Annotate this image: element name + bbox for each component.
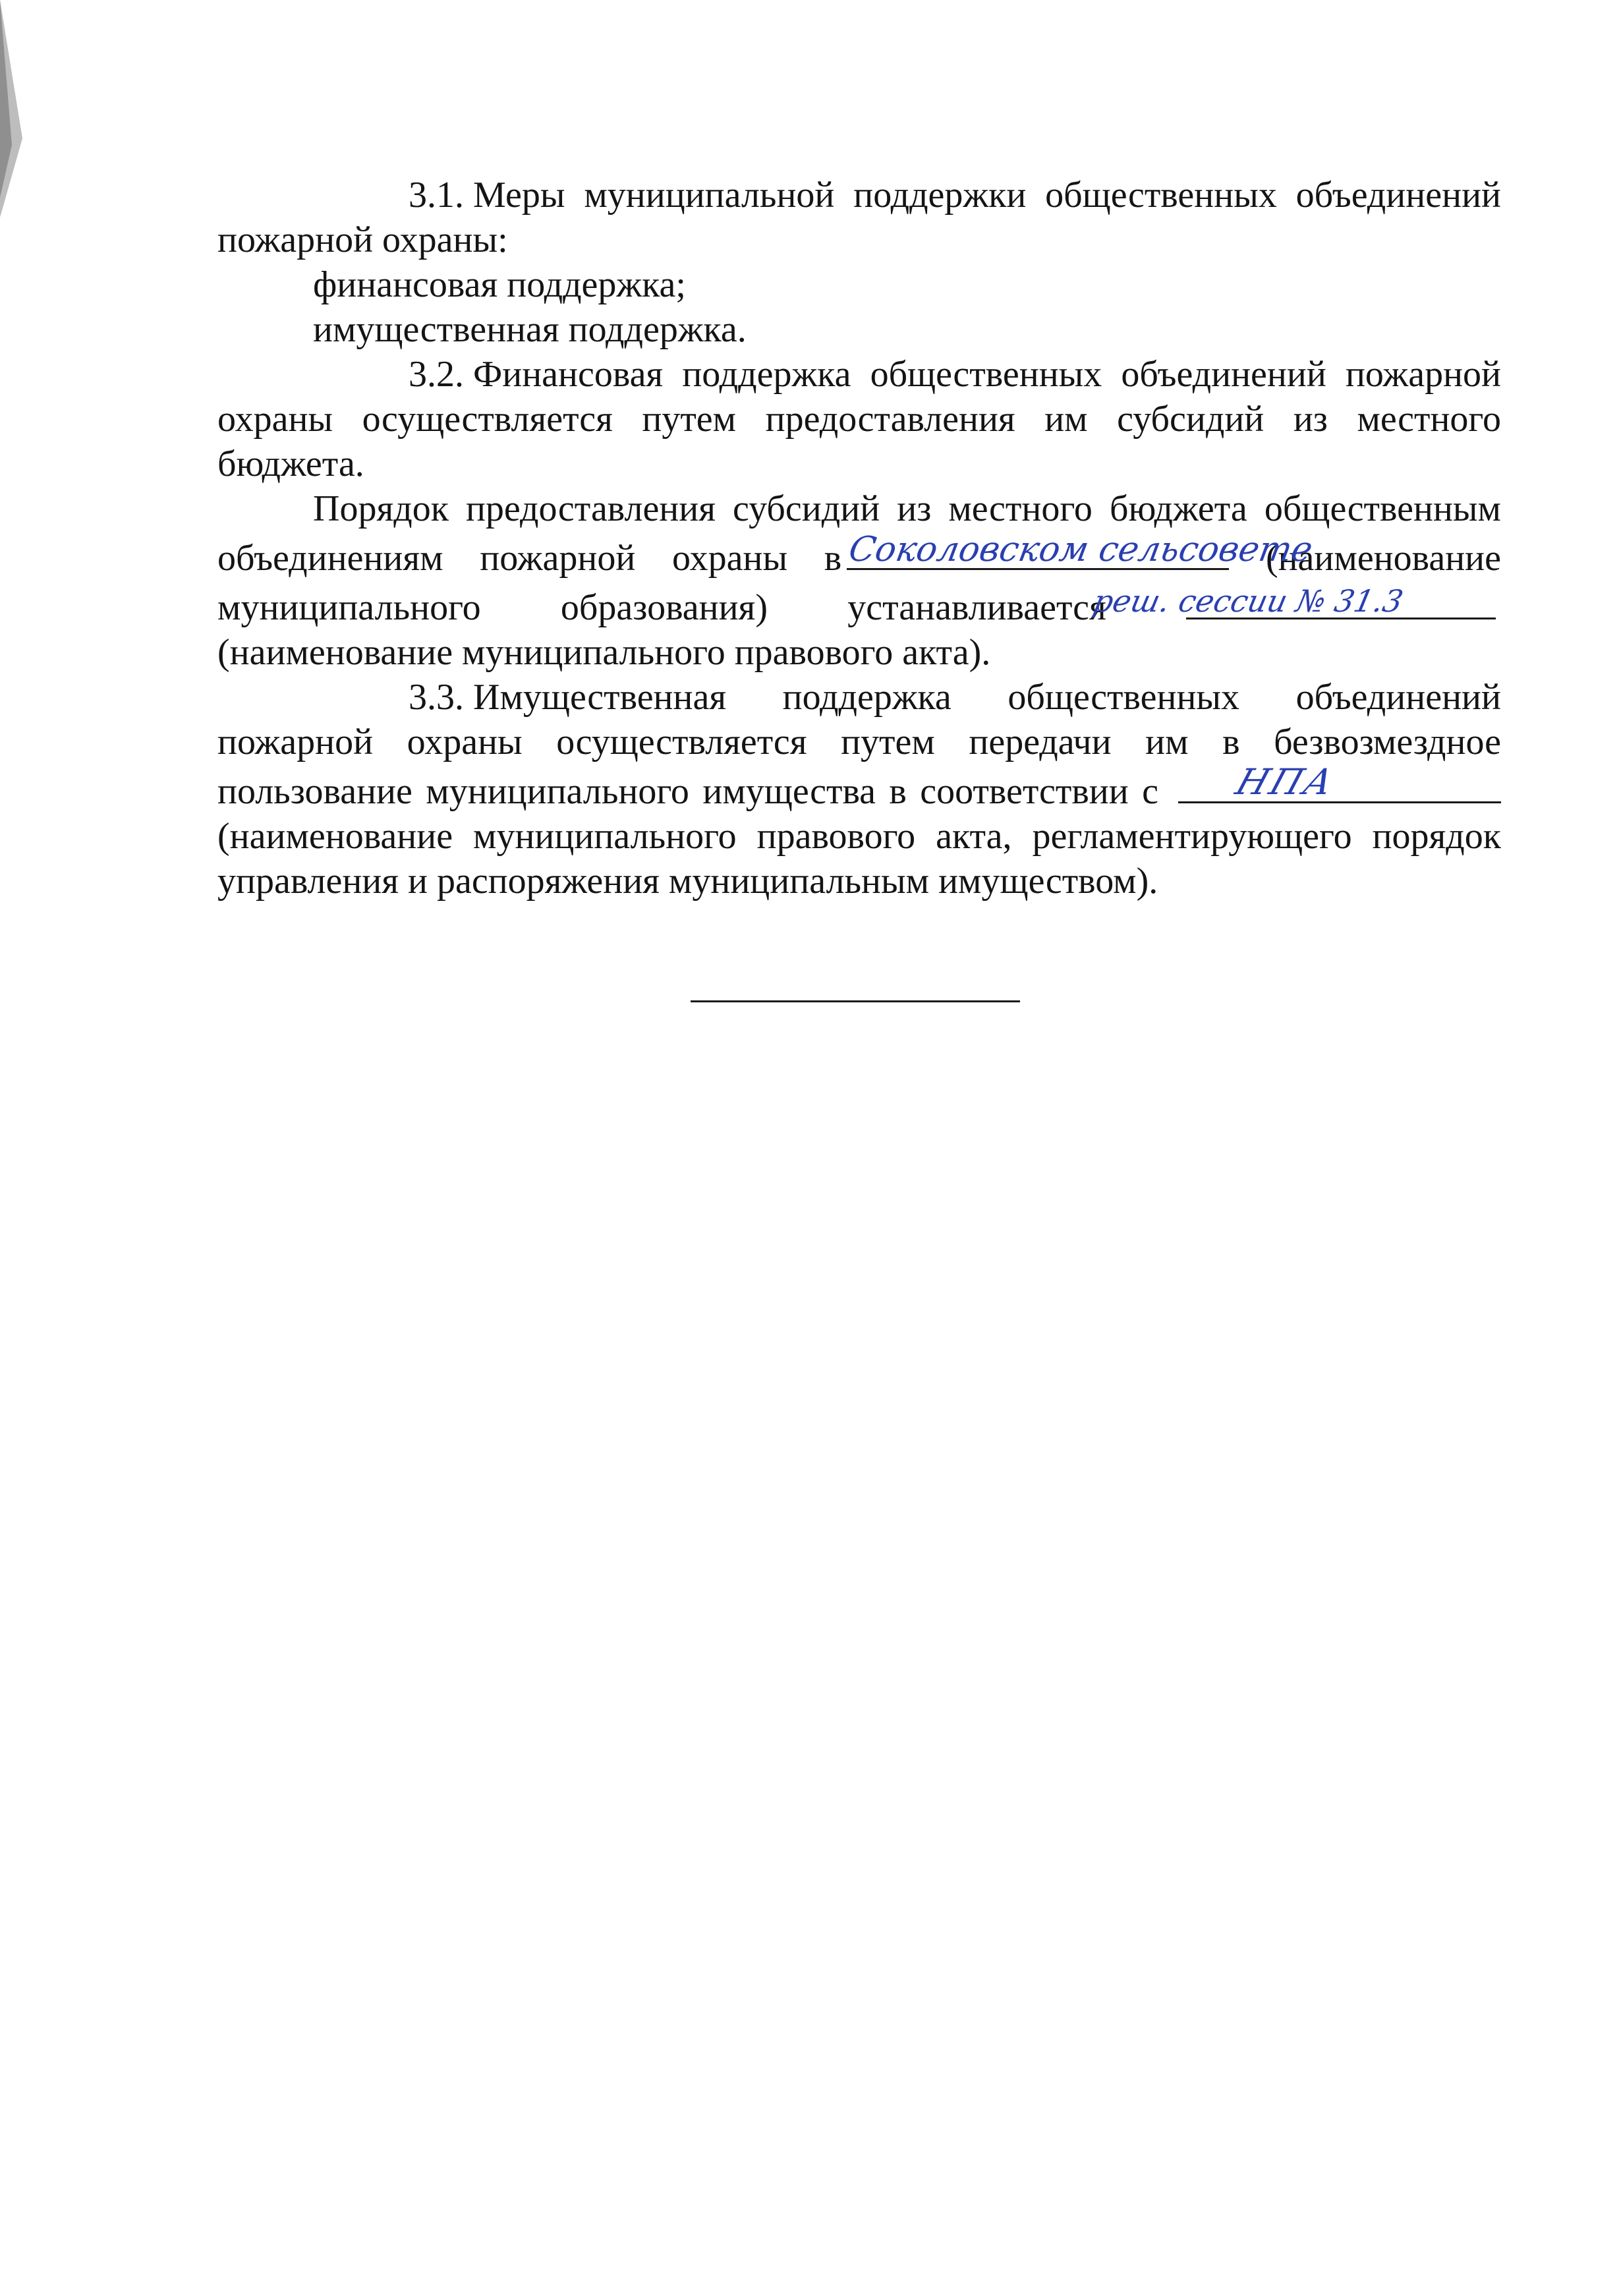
list-item: [217, 262, 1501, 307]
clause-text: (наименование муниципального правового акта, регламентирующего порядок управления и распоряжения муниципальным имуществом).: [217, 816, 1501, 902]
clause-number: 3.2.: [409, 354, 464, 395]
procedure-text: Порядок предоставления субсидий из местного бюджета общественным объединениям пожарной охраны в: [217, 488, 1501, 579]
document-body: [217, 173, 1501, 904]
clause-text: Финансовая поддержка общественных объединений пожарной охраны осуществляется путем предоставления им субсидий из местного бюджета.: [217, 354, 1501, 484]
list-item: [217, 307, 1501, 352]
settlement-fill-line: [845, 530, 1316, 570]
list-item-text: имущественная поддержка.: [313, 309, 747, 350]
npa-fill-line: [1178, 761, 1501, 803]
paragraph-procedure: [217, 486, 1501, 675]
npa-handwritten: НПА: [1230, 761, 1342, 803]
settlement-handwritten: Соколовском сельсовете: [845, 530, 1316, 569]
decision-fill-line: [1090, 581, 1496, 619]
end-of-document-rule: [691, 1000, 1020, 1002]
clause-text: Меры муниципальной поддержки общественных объединений пожарной охраны:: [217, 175, 1501, 260]
decision-handwritten: реш. сессии № 31.3: [1090, 583, 1407, 619]
scan-edge-shadow: [0, 0, 26, 217]
list-item-text: финансовая поддержка;: [313, 264, 686, 305]
clause-text: Имущественная поддержка общественных объединений пожарной охраны осуществляется путем передачи им в безвозмездное пользование муниципального имущества в соответствии с: [217, 677, 1501, 812]
clause-number: 3.1.: [409, 175, 464, 215]
clause-number: 3.3.: [409, 677, 464, 718]
procedure-text: (наименование муниципального образования) устанавливается: [217, 538, 1501, 628]
paragraph-3-2: [217, 352, 1501, 486]
paragraph-3-1: [217, 173, 1501, 262]
paragraph-3-3: [217, 675, 1501, 904]
procedure-text: (наименование муниципального правового акта).: [217, 632, 991, 673]
